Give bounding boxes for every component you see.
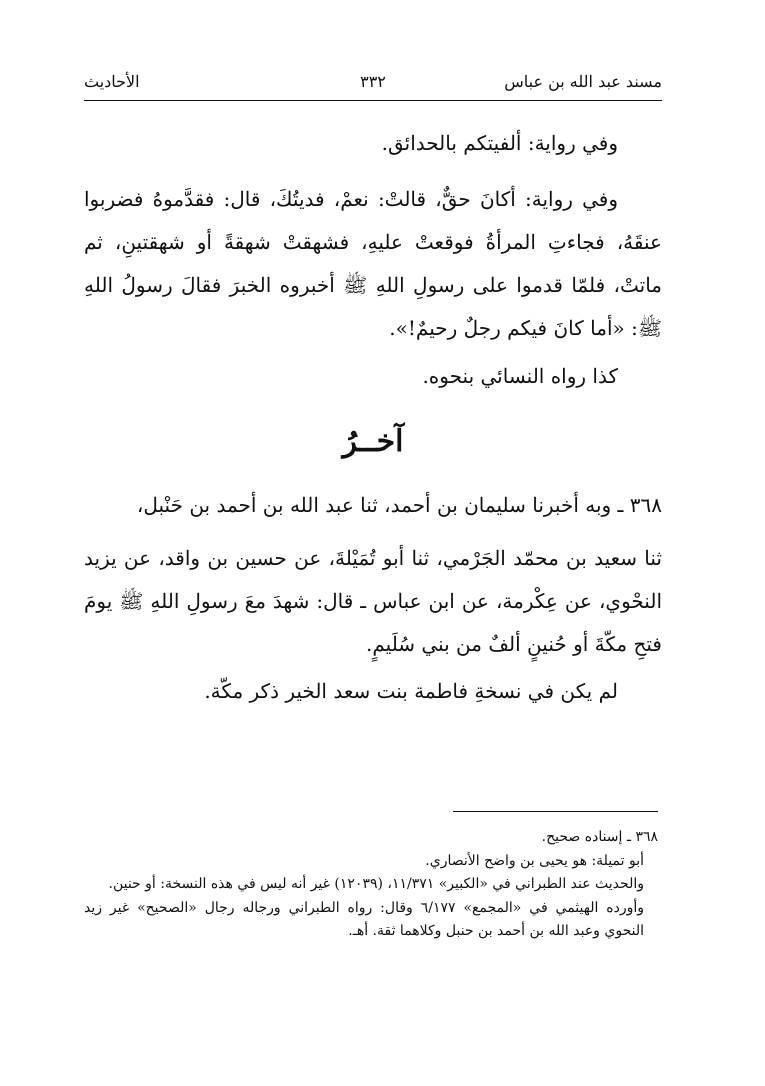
running-title: مسند عبد الله بن عباس <box>504 72 662 91</box>
page-number: ٣٣٢ <box>360 72 386 91</box>
footnote-line-1: ٣٦٨ ـ إسناده صحيح. <box>541 829 658 845</box>
section-running-title: الأحاديث <box>84 72 140 91</box>
paragraph-isnad: ثنا سعيد بن محمّد الجَرْمي، ثنا أبو تُمَيْلةَ، عن حسين بن واقد، عن يزيد النحْوي، عن عِكْرمة، عن ابن عباس ـ قال: شهدَ معَ رسولِ اللهِ ﷺ يومَ فتحِ مكّةَ أو حُنينٍ ألفٌ من بني سُلَيمٍ. <box>84 546 662 656</box>
paragraph-narration-2: وفي رواية: أكانَ حقٌّ، قالتْ: نعمْ، فديتُكَ، قال: فقدَّموهُ فضربوا عنقَهُ، فجاءتِ المرأةُ فوقعتْ عليهِ، فشهقتْ شهقةً أو شهقتينِ، ثم ماتتْ، فلمّا قدموا على رسولِ اللهِ ﷺ أخبروه الخبرَ فقالَ رسولُ اللهِ ﷺ: «أما كانَ فيكم رجلٌ رحيمٌ!». <box>84 187 662 340</box>
footnotes <box>84 826 658 944</box>
paragraph-nasai-note: كذا رواه النسائي بنحوه. <box>422 364 618 388</box>
main-text <box>84 122 662 713</box>
footnote-line-2: أبو تميلة: هو يحيى بن واضح الأنصاري. <box>425 852 644 869</box>
paragraph-narration-1: وفي رواية: ألفيتكم بالحدائق. <box>381 131 618 155</box>
section-title: آخــرُ <box>342 424 404 459</box>
footnote-line-3: والحديث عند الطبراني في «الكبير» ١١/٣٧١، (١٢٠٣٩) غير أنه ليس في هذه النسخة: أو حنين. <box>108 876 644 892</box>
hadith-entry-368: ٣٦٨ ـ وبه أخبرنا سليمان بن أحمد، ثنا عبد الله بن أحمد بن حَنْبل، <box>136 493 662 517</box>
page-header <box>84 70 662 96</box>
header-divider <box>84 100 662 101</box>
footnote-line-4: وأورده الهيثمي في «المجمع» ٦/١٧٧ وقال: رواه الطبراني ورجاله رجال «الصحيح» غير زيد النحوي وعبد الله بن أحمد بن حنبل وكلاهما ثقة. أهـ. <box>84 899 644 939</box>
paragraph-manuscript-note: لم يكن في نسخةِ فاطمة بنت سعد الخير ذكر مكّة. <box>204 679 618 703</box>
